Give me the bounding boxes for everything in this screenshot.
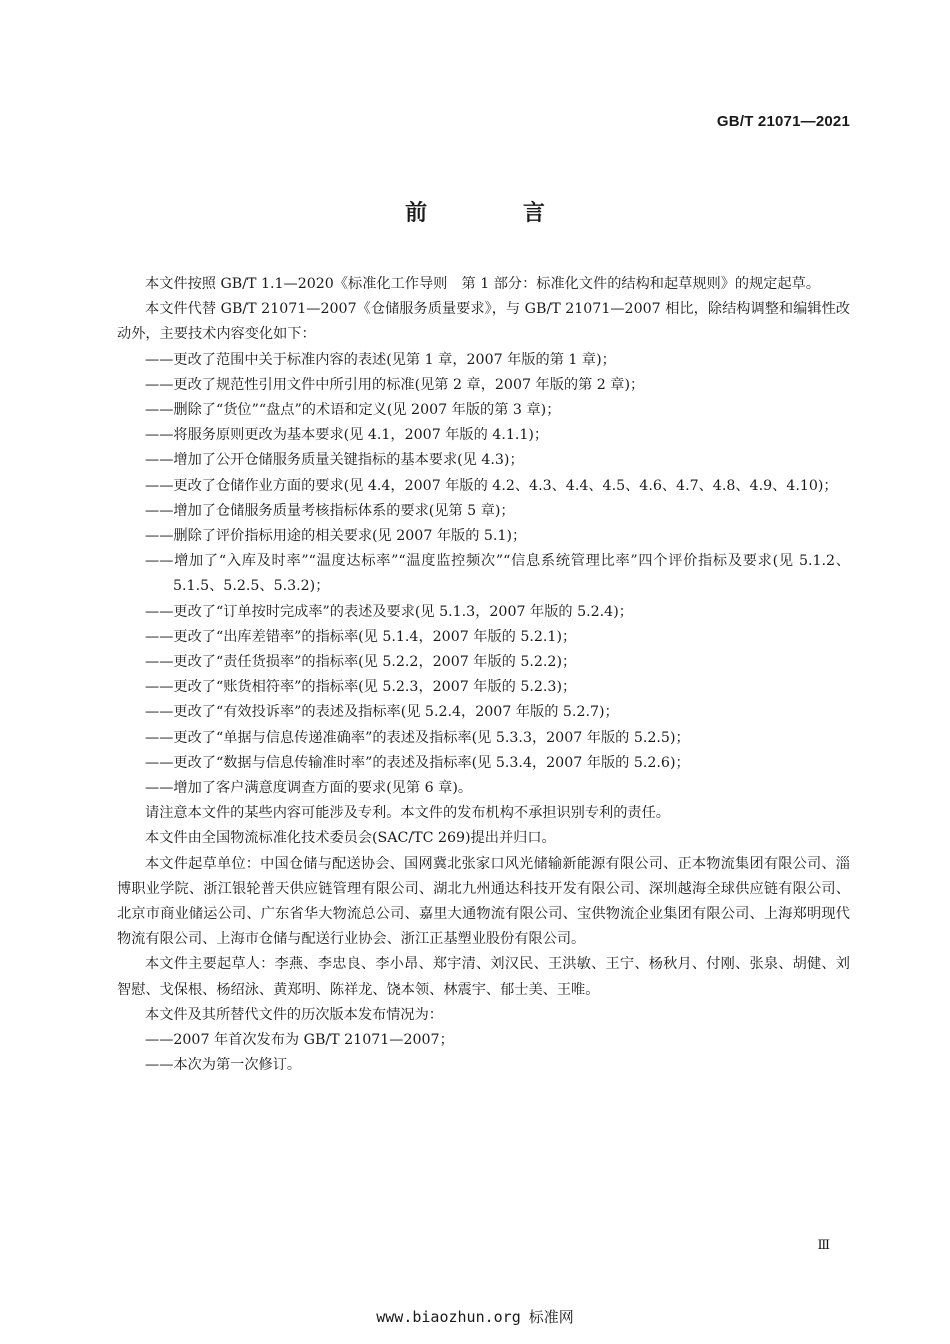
change-list-item: ——增加了公开仓储服务质量关键指标的基本要求(见 4.3)； xyxy=(145,452,524,469)
body-paragraph: 本文件主要起草人：李燕、李忠良、李小昂、郑宇清、刘汉民、王洪敏、王宁、杨秋月、付刚、张泉、胡健、刘智慰、戈保根、杨绍泳、黄郑明、陈祥龙、饶本领、林震宇、郁士美、王唯。 xyxy=(117,956,850,998)
change-list-item: ——更改了仓储作业方面的要求(见 4.4，2007 年版的 4.2、4.3、4.4、4.5、4.6、4.7、4.8、4.9、4.10)； xyxy=(145,477,838,494)
change-list-item: ——将服务原则更改为基本要求(见 4.1，2007 年版的 4.1.1)； xyxy=(145,427,549,444)
change-list-item: ——更改了“单据与信息传递准确率”的表述及指标率(见 5.3.3，2007 年版的 5.2.5)； xyxy=(145,729,690,746)
change-list-item: ——更改了“数据与信息传输准时率”的表述及指标率(见 5.3.4，2007 年版的 5.2.6)； xyxy=(145,754,690,771)
body-paragraph: 本文件及其所替代文件的历次版本发布情况为： xyxy=(145,1006,443,1023)
body-paragraph: 本文件代替 GB/T 21071—2007《仓储服务质量要求》，与 GB/T 21071—2007 相比，除结构调整和编辑性改动外，主要技术内容变化如下： xyxy=(117,301,850,343)
change-list-item: ——更改了“账货相符率”的指标率(见 5.2.3，2007 年版的 5.2.3)； xyxy=(145,679,577,696)
change-list-item: ——更改了“责任货损率”的指标率(见 5.2.2，2007 年版的 5.2.2)； xyxy=(145,654,577,671)
change-list-item: ——本次为第一次修订。 xyxy=(145,1057,302,1074)
body-paragraph: 本文件起草单位：中国仓储与配送协会、国网冀北张家口风光储输新能源有限公司、正本物流集团有限公司、淄博职业学院、浙江银轮普天供应链管理有限公司、湖北九州通达科技开发有限公司、深圳越海全球供应链有限公司、北京市商业储运公司、广东省华大物流总公司、嘉里大通物流有限公司、宝供物流企业集团有限公司、上海郑明现代物流有限公司、上海市仓储与配送行业协会、浙江正基塑业股份有限公司。 xyxy=(117,855,850,948)
footer-url[interactable]: www.biaozhun.org xyxy=(376,1308,521,1326)
change-list-item: ——增加了仓储服务质量考核指标体系的要求(见第 5 章)； xyxy=(145,502,515,519)
footer-site-name: 标准网 xyxy=(528,1308,574,1326)
body-paragraph: 请注意本文件的某些内容可能涉及专利。本文件的发布机构不承担识别专利的责任。 xyxy=(145,805,670,822)
change-list-item: ——更改了规范性引用文件中所引用的标准(见第 2 章，2007 年版的第 2 章)； xyxy=(145,376,645,393)
change-list-item: ——更改了“有效投诉率”的表述及指标率(见 5.2.4，2007 年版的 5.2.7)； xyxy=(145,704,619,721)
section-title: 前 言 xyxy=(405,201,589,226)
change-list-item: ——删除了“货位”“盘点”的术语和定义(见 2007 年版的第 3 章)； xyxy=(145,402,561,419)
foreword-body xyxy=(117,272,850,1079)
footer-watermark xyxy=(0,1306,950,1327)
change-list-item: ——增加了“入库及时率”“温度达标率”“温度监控频次”“信息系统管理比率”四个评价指标及要求(见 5.1.2、5.1.5、5.2.5、5.3.2)； xyxy=(145,553,850,595)
standard-code: GB/T 21071—2021 xyxy=(716,113,850,130)
change-list-item: ——删除了评价指标用途的相关要求(见 2007 年版的 5.1)； xyxy=(145,528,527,545)
page-number: Ⅲ xyxy=(817,1238,830,1253)
change-list-item: ——增加了客户满意度调查方面的要求(见第 6 章)。 xyxy=(145,780,473,797)
change-list-item: ——更改了“订单按时完成率”的表述及要求(见 5.1.3，2007 年版的 5.2.4)； xyxy=(145,603,633,620)
body-paragraph: 本文件按照 GB/T 1.1—2020《标准化工作导则 第 1 部分：标准化文件的结构和起草规则》的规定起草。 xyxy=(145,276,821,292)
change-list-item: ——2007 年首次发布为 GB/T 21071—2007； xyxy=(145,1032,454,1049)
body-paragraph: 本文件由全国物流标准化技术委员会(SAC/TC 269)提出并归口。 xyxy=(145,830,556,847)
change-list-item: ——更改了“出库差错率”的指标率(见 5.1.4，2007 年版的 5.2.1)； xyxy=(145,628,577,645)
change-list-item: ——更改了范围中关于标准内容的表述(见第 1 章，2007 年版的第 1 章)； xyxy=(145,351,616,368)
